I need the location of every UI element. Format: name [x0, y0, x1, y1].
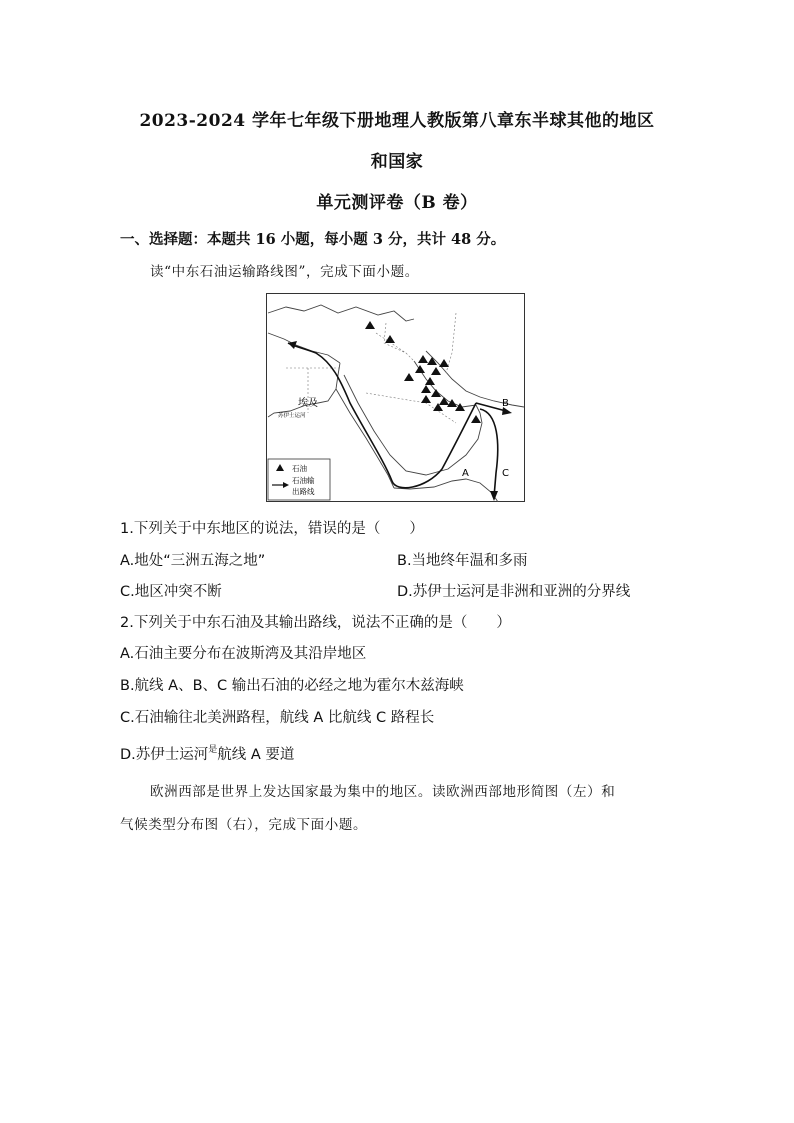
route-c-label: C	[502, 468, 509, 479]
route-b-label: B	[502, 398, 509, 409]
intro-text-1: 读“中东石油运输路线图”，完成下面小题。	[150, 264, 419, 280]
legend-route-label-1: 石油输	[292, 476, 315, 485]
question-2-option-d-post: 航线 A 要道	[217, 747, 295, 763]
map-svg	[266, 293, 525, 502]
doc-subtitle: 单元测评卷（B 卷）	[316, 193, 478, 213]
question-2-option-a: A.石油主要分布在波斯湾及其沿岸地区	[120, 646, 367, 662]
map-label-egypt: 埃及	[298, 398, 318, 409]
question-2-option-c: C.石油输往北美洲路程，航线 A 比航线 C 路程长	[120, 710, 435, 726]
route-a-label: A	[462, 468, 469, 479]
question-1-option-b: B.当地终年温和多雨	[397, 553, 528, 569]
legend-route-label-2: 出路线	[292, 487, 315, 496]
section-heading: 一、选择题：本题共 16 小题，每小题 3 分，共计 48 分。	[120, 231, 506, 248]
question-1-option-d: D.苏伊士运河是非洲和亚洲的分界线	[397, 584, 631, 600]
intro-text-2-line1: 欧洲西部是世界上发达国家最为集中的地区。读欧洲西部地形简图（左）和	[150, 784, 616, 800]
question-1-option-a: A.地处“三洲五海之地”	[120, 553, 266, 569]
question-2-option-b: B.航线 A、B、C 输出石油的必经之地为霍尔木兹海峡	[120, 678, 464, 694]
map-label-suez: 苏伊士运河	[278, 413, 306, 419]
middle-east-oil-map	[266, 293, 525, 502]
question-1-option-c: C.地区冲突不断	[120, 584, 222, 600]
doc-title-line1: 2023-2024 学年七年级下册地理人教版第八章东半球其他的地区	[139, 111, 655, 131]
question-2-option-d-pre: D.苏伊士运河	[120, 747, 209, 763]
question-1-stem: 1.下列关于中东地区的说法，错误的是（ ）	[120, 521, 424, 537]
question-2-option-d	[120, 743, 294, 764]
legend-oil-label: 石油	[292, 464, 307, 473]
intro-text-2-line2: 气候类型分布图（右），完成下面小题。	[120, 817, 368, 833]
question-2-stem: 2.下列关于中东石油及其输出路线，说法不正确的是（ ）	[120, 615, 511, 631]
doc-title-line2: 和国家	[370, 152, 424, 172]
question-2-option-d-small: 是	[208, 745, 218, 755]
